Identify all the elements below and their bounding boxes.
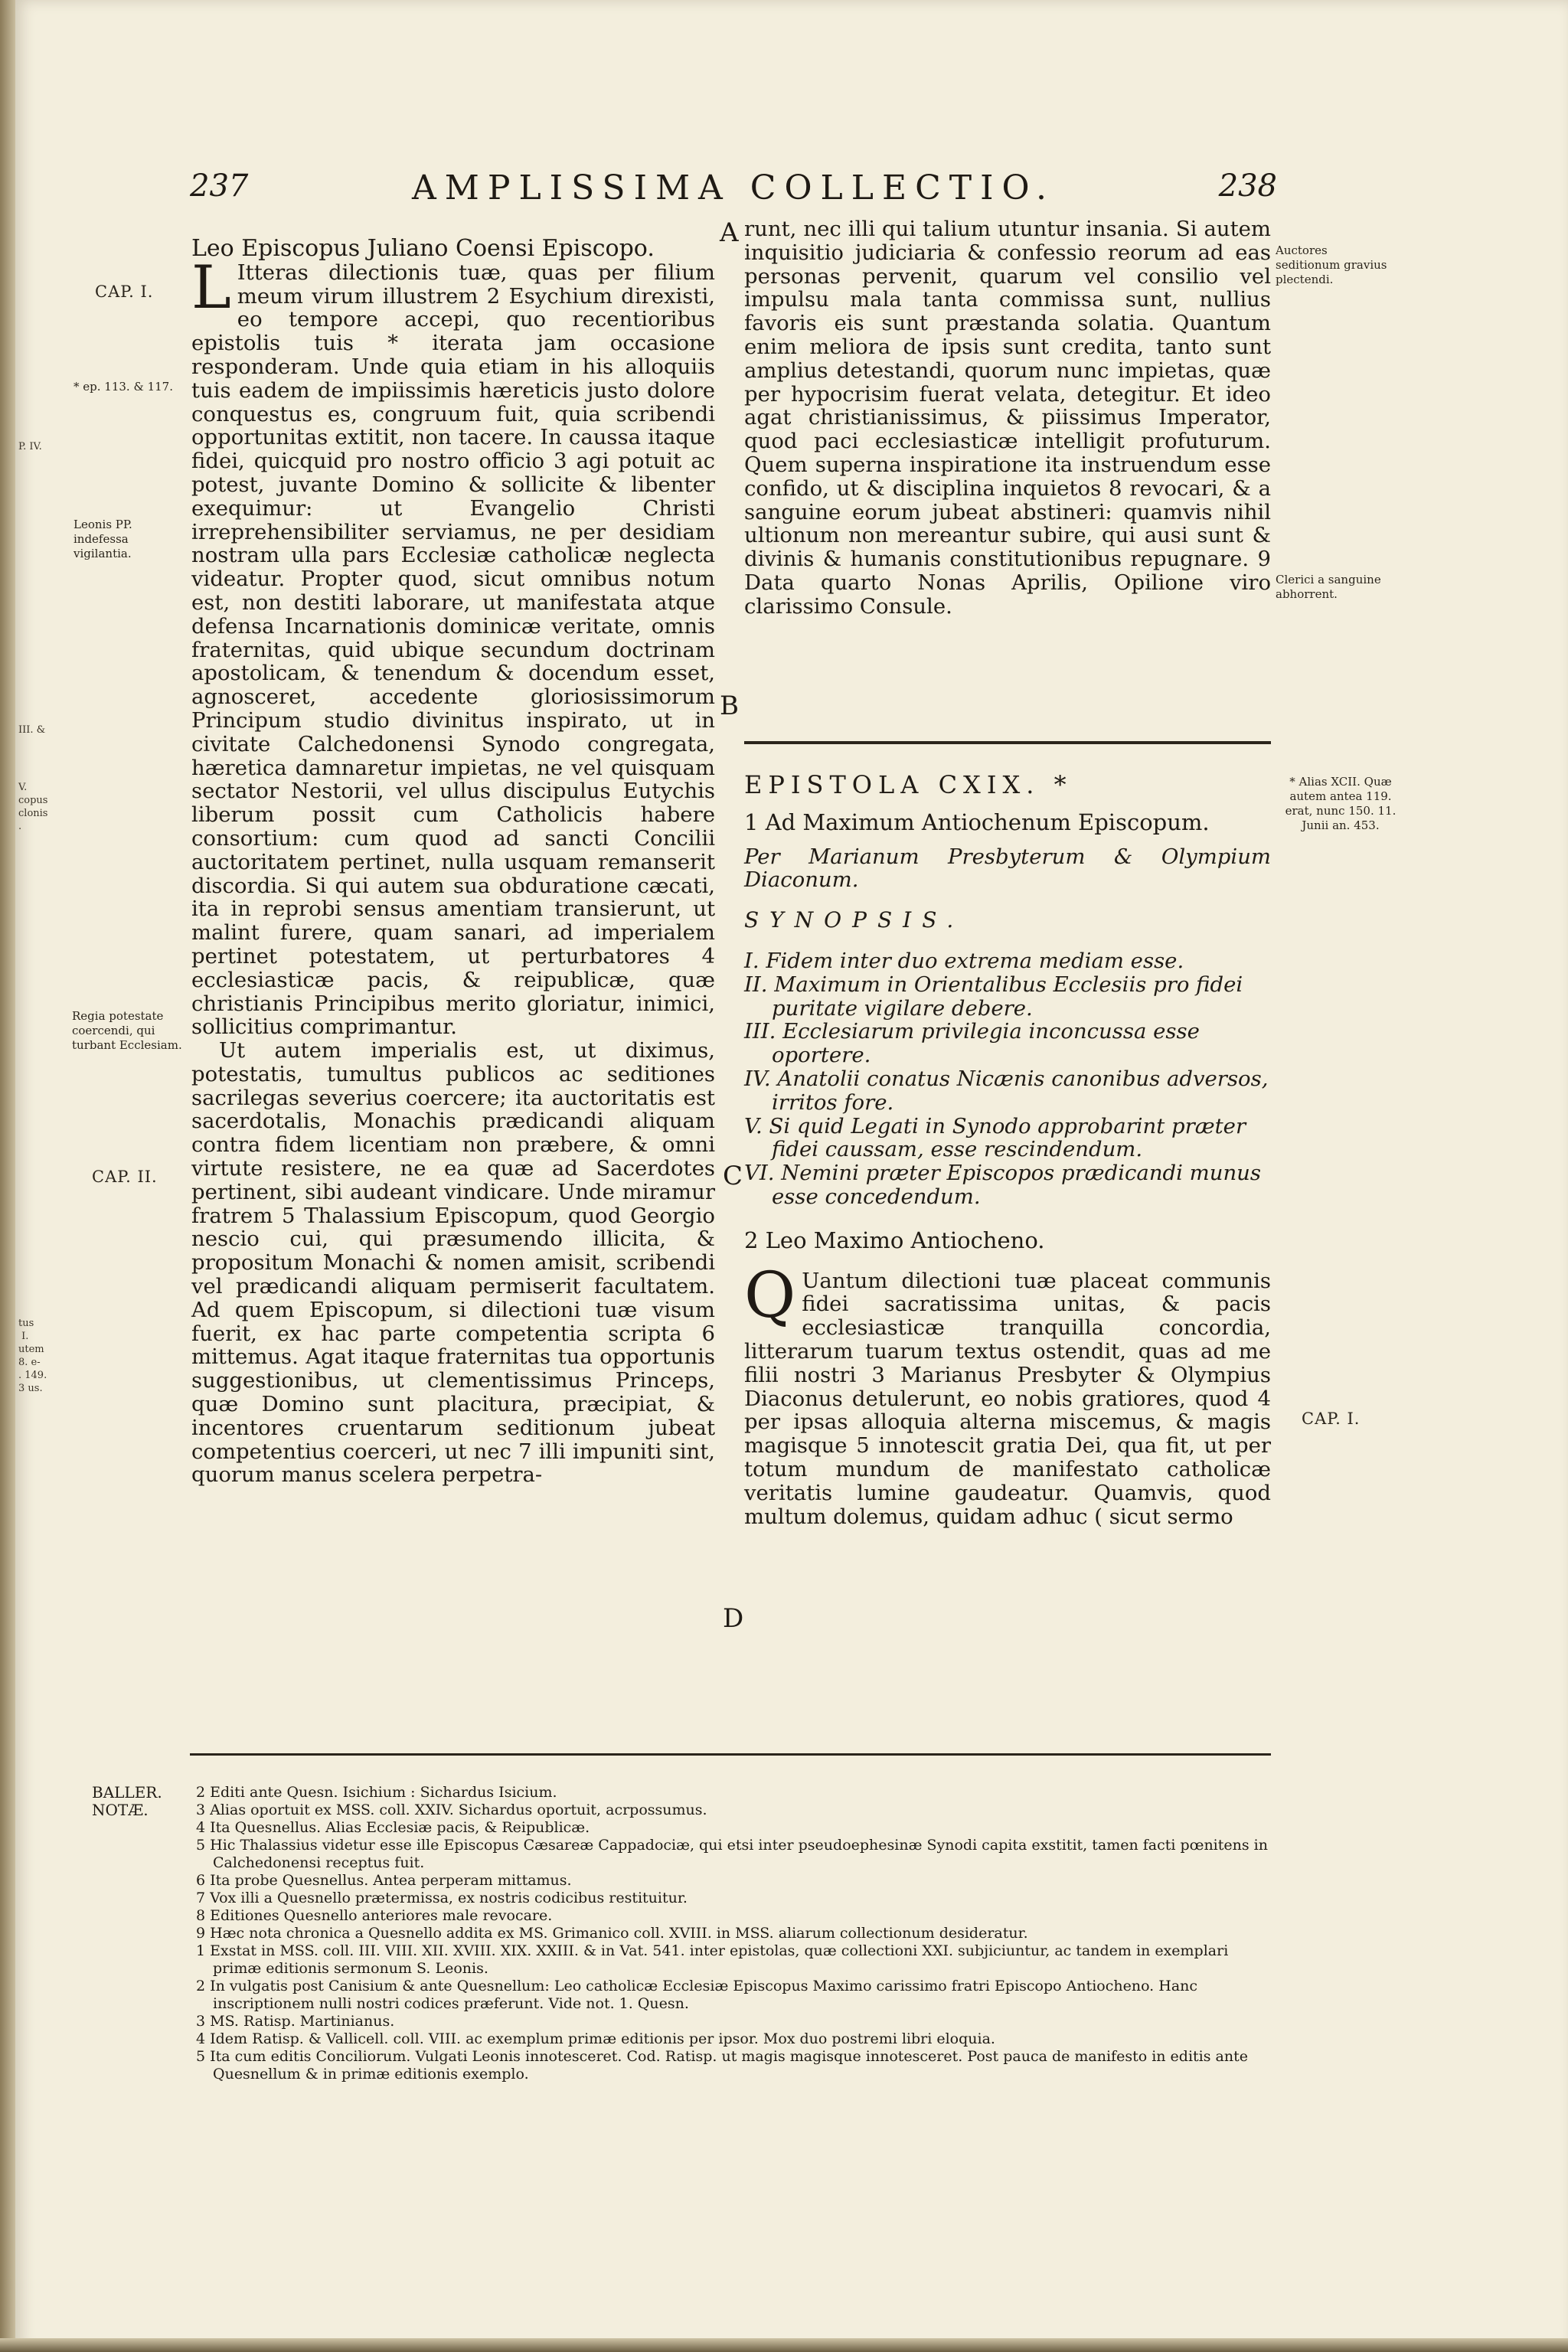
footnote: 8 Editiones Quesnello anteriores male revocare. [196,1907,553,1924]
bleed-text: tus I. utem 8. e- . 149. 3 us. [18,1318,47,1394]
footnote: 3 Alias oportuit ex MSS. coll. XXIV. Sichardus oportuit, acrpossumus. [196,1802,707,1818]
footnote: 7 Vox illi a Quesnello prætermissa, ex nostris codicibus restituitur. [196,1890,688,1906]
epistola-addressee: 1 Ad Maximum Antiochenum Episcopum. [744,808,1210,835]
paragraph: runt, nec illi qui talium utuntur insania. Si autem inquisitio judiciaria & confessio reorum ad eas personas pervenit, quarum vel consilio vel impulsu mala tanta commissa sunt, nullius favoris eis sunt præstanda solatia. Quantum enim meliora de ipsis sunt credita, tanto sunt amplius detestandi, quorum nunc impietas, quæ per hypocrisim fuerat velata, detegitur. Et ideo agat christianissimus, & piissimus Imperator, quod paci ecclesiasticæ intelligit profuturum. Quem superna inspiratione ita instruendum esse confido, ut & disciplina inquietos 8 revocari, & a sanguine eorum jubeat abstineri: quamvis nihil ultionum non mereantur subire, qui ausi sunt & divinis & humanis constitutionibus repugnare. 9 Data quarto Nonas Aprilis, Opilione viro clarissimo Consule. [744,217,1271,619]
bleed-text: III. & [18,724,46,736]
margin-note: Auctores seditionum gravius plectendi. [1276,243,1387,286]
synopsis-item: VI. Nemini præter Episcopos prædicandi munus esse concedendum. [744,1161,1261,1209]
book-gutter [0,0,17,2352]
synopsis-heading: SYNOPSIS. [744,907,965,933]
running-title: AMPLISSIMA COLLECTIO. [412,168,1055,207]
synopsis-item: III. Ecclesiarum privilegia inconcussa esse oportere. [744,1019,1200,1068]
margin-cap-1: CAP. I. [95,283,154,301]
section-letter-d: D [723,1603,744,1634]
margin-note: * Alias XCII. Quæ autem antea 119. erat, nunc 150. 11. Junii an. 453. [1285,775,1396,832]
margin-cap: CAP. I. [1302,1410,1361,1428]
paragraph: Q Uantum dilectioni tuæ placeat communis fidei sacratissima unitas, & pacis ecclesiasticæ tranquilla concordia, litterarum tuarum textus ostendit, quas ad me filii nostri 3 Marianus Presbyter & Olympius Diaconus detulerunt, eo nobis gratiores, quod 4 per ipsas alloquia alterna miscemus, & magis magisque 5 innotescit gratia Dei, qua fit, ut per totum mundum de manifestato catholicæ veritatis lumine gaudeatur. Quamvis, quod multum dolemus, quidam adhuc ( sicut sermo [744,1259,1271,1529]
bleed-text: P. IV. [18,441,42,452]
margin-note: Leonis PP. indefessa vigilantia. [74,518,132,560]
footnote: 4 Idem Ratisp. & Vallicell. coll. VIII. ac exemplum primæ editionis per ipsor. Mox duo postremi libri eloquia. [196,2030,995,2047]
running-header [190,168,1277,211]
bleed-text: V. copus clonis . [18,782,48,832]
letter-address: Leo Episcopus Juliano Coensi Episcopo. [191,235,655,262]
paragraph: Ut autem imperialis est, ut diximus, potestatis, tumultus publicos ac seditiones sacrilegas severius coercere; ita auctoritatis est sacerdotalis, Monachis prædicandi aliquam contra fidem licentiam non præbere, & omni virtute resistere, ne ea quæ ad Sacerdotes pertinent, sibi audeant vindicare. Unde miramur fratrem 5 Thalassium Episcopum, quod Georgio nescio cui, qui præsumendo illicita, & propositum Monachi & nomen amisit, scribendi vel prædicandi aliquam permiserit facultatem. Ad quem Episcopum, si dilectioni tuæ visum fuerit, ex hac parte competentia scripta 6 mittemus. Agat itaque fraternitas tua opportunis suggestionibus, ut clementissimus Princeps, quæ Domino sunt placitura, præcipiat, & incentores cruentarum seditionum jubeat competentius coerceri, ut nec 7 illi impuniti sint, quorum manus scelera perpetra- [191,1038,715,1488]
footnote: 2 In vulgatis post Canisium & ante Quesnellum: Leo catholicæ Ecclesiæ Episcopus Maximo carissimo fratri Episcopo Antiocheno. Hanc inscriptionem nulli nostri codices præferunt. Vide not. 1. Quesn. [196,1978,1198,2012]
footnote: 4 Ita Quesnellus. Alias Ecclesiæ pacis, & Reipublicæ. [196,1819,590,1836]
section-letter-a: A [720,217,739,248]
section-letter-b: B [720,691,739,721]
footnote: 5 Ita cum editis Conciliorum. Vulgati Leonis innotesceret. Cod. Ratisp. ut magis magisque innotesceret. Post pauca de manifesto in editis ante Quesnellum & in primæ editionis exemplo. [196,2048,1248,2082]
synopsis-item: V. Si quid Legati in Synodo approbarint præter fidei caussam, esse rescindendum. [744,1113,1246,1162]
margin-reference: * ep. 113. & 117. [74,380,173,394]
page-bottom-edge [0,2338,1568,2352]
paragraph: L Itteras dilectionis tuæ, quas per filium meum virum illustrem 2 Esychium direxisti, eo tempore accepi, quo recentioribus epistolis tuis * iterata jam occasione responderam. Unde quia etiam in his alloquiis tuis eadem de impiissimis hæreticis justo dolore conquestus es, congruum fuit, quia scribendi opportunitas extitit, non tacere. In caussa itaque fidei, quicquid pro nostro officio 3 agi potuit ac potest, juvante Domino & sollicite & libenter exequimur: ut Evangelio Christi irreprehensibiliter serviamus, ne per desidiam nostram ulla pars Ecclesiæ catholicæ neglecta videatur. Propter quod, sicut omnibus notum est, non destiti laborare, ut manifestata atque defensa Incarnationis dominicæ veritate, omnis fraternitas, quid ubique secundum doctrinam apostolicam, & tenendum & docendum esset, agnosceret, accedente gloriosissimorum Principum studio divinitus inspirato, ut in civitate Calchedonensi Synodo congregata, hæretica damnaretur impietas, ne vel quisquam sectator Nestorii, vel ullus discipulus Eutychis liberum possit cum Catholicis habere consortium: cum quod ad sancti Concilii auctoritatem pertinet, nulla usquam remanserit discordia. Si qui autem sua obduratione cæcati, ita in reprobi sensus amentiam transierunt, ut malint furere, quam sanari, ad imperialem pertinet potestatem, ut perturbatores 4 ecclesiasticæ pacis, & reipublicæ, quæ christianis Principibus merito gloriatur, inimici, sollicitius comprimantur. [191,253,715,1040]
left-column [191,237,715,1487]
footnotes-label: BALLER. NOTÆ. [92,1783,162,1819]
right-page-number: 238 [1218,168,1277,204]
epistola-carriers: Per Marianum Presbyterum & Olympium Diaconum. [744,844,1271,893]
footnotes [92,1783,1269,2083]
footnote: 9 Hæc nota chronica a Quesnello addita ex MS. Grimanico coll. XVIII. in MSS. aliarum collectionum desideratur. [196,1925,1028,1942]
synopsis-item: IV. Anatolii conatus Nicænis canonibus adversos, irritos fore. [744,1066,1269,1115]
margin-cap-2: CAP. II. [92,1168,158,1186]
footnote: 2 Editi ante Quesn. Isichium : Sichardus Isicium. [196,1784,557,1801]
drop-cap: L [191,253,231,322]
margin-note: Regia potestate coercendi, qui turbant Ecclesiam. [72,1009,182,1052]
right-column [744,217,1271,619]
epistola-block [744,770,1271,1529]
synopsis-item: I. Fidem inter duo extrema mediam esse. [744,948,1184,973]
footnote: 6 Ita probe Quesnellus. Antea perperam mittamus. [196,1872,572,1889]
epistola-title: EPISTOLA CXIX. * [744,770,1073,799]
left-page-number: 237 [190,168,249,204]
footnote: 1 Exstat in MSS. coll. III. VIII. XII. XVIII. XIX. XXIII. & in Vat. 541. inter epistolas, quæ collectioni XXI. subjiciuntur, ac tandem in exemplari primæ editionis sermonum S. Leonis. [196,1942,1229,1977]
drop-cap: Q [744,1259,796,1332]
margin-note: Clerici a sanguine abhorrent. [1276,573,1381,601]
synopsis-item: II. Maximum in Orientalibus Ecclesiis pro fidei puritate vigilare debere. [744,972,1243,1021]
section-rule [744,741,1271,744]
footnote: 5 Hic Thalassius videtur esse ille Episcopus Cæsareæ Cappadociæ, qui etsi inter pseudoephesinæ Synodi capita exstitit, tamen facti pœnitens in Calchedonensi receptus fuit. [196,1837,1268,1871]
letter-address: 2 Leo Maximo Antiocheno. [744,1227,1045,1253]
footnote-rule [190,1753,1271,1756]
footnote: 3 MS. Ratisp. Martinianus. [196,2013,395,2030]
section-letter-c: C [723,1161,743,1191]
